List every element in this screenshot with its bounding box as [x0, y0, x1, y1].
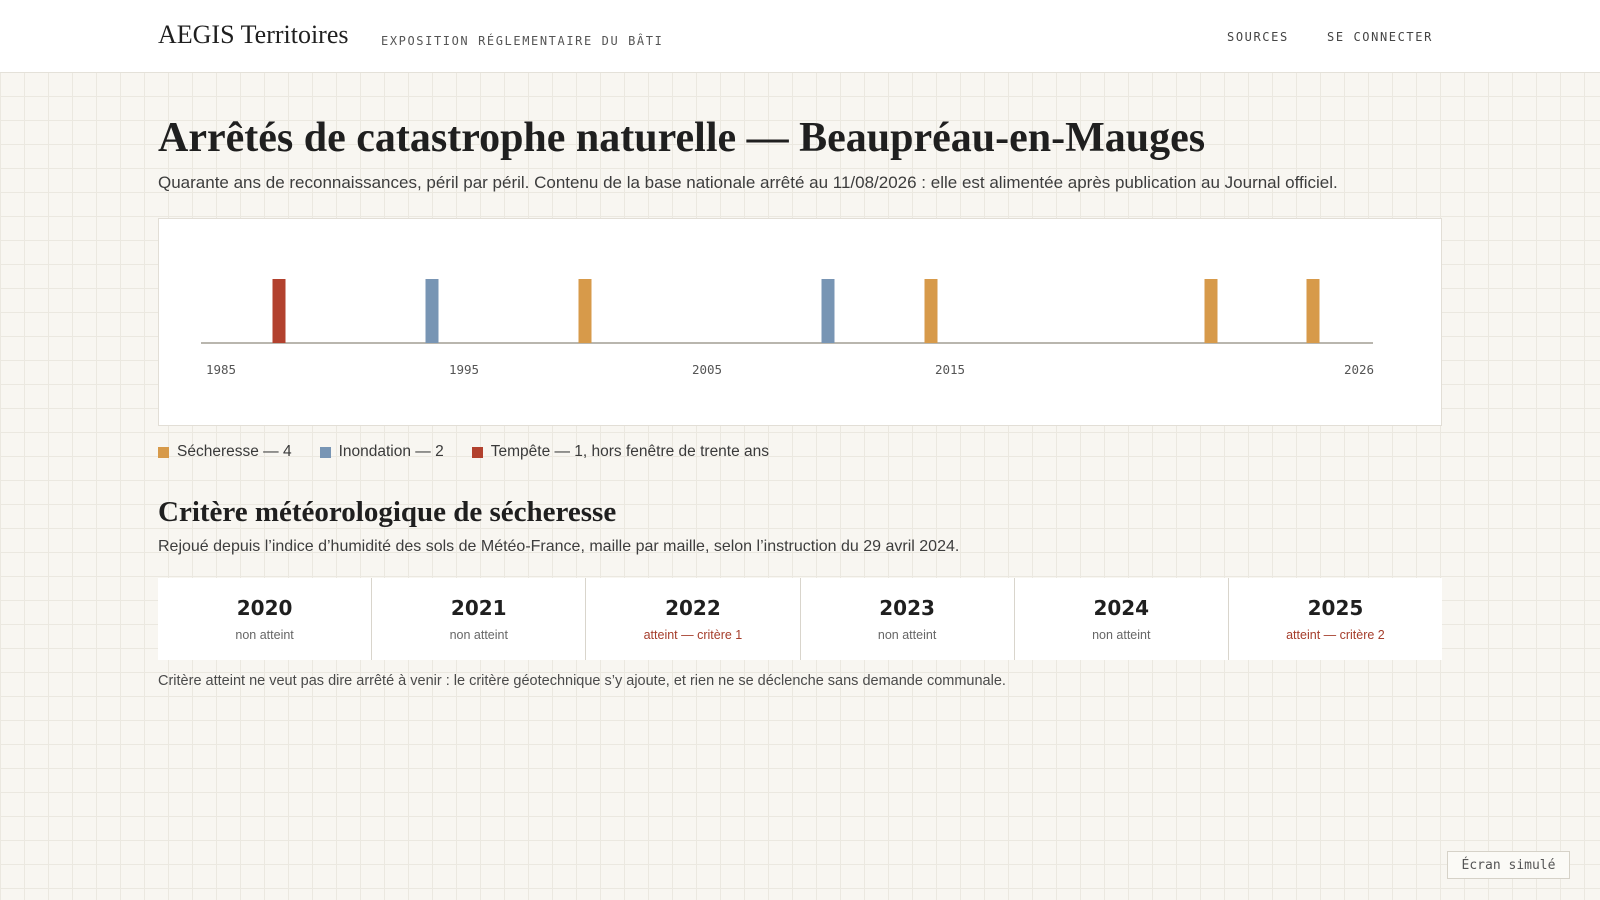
drought-section-subtitle: Rejoué depuis l’indice d’humidité des sols de Météo-France, maille par maille, selon l’instruction du 29 avril 2024. [158, 538, 960, 555]
legend-item-tempete [472, 443, 769, 461]
drought-year-status: atteint — critère 2 [1286, 628, 1385, 642]
page-title: Arrêtés de catastrophe naturelle — Beaupréau-en-Mauges [158, 115, 1206, 161]
drought-year-status: atteint — critère 1 [643, 628, 743, 642]
drought-year-label: 2021 [450, 596, 507, 620]
chart-legend [158, 443, 769, 461]
timeline-bar-secheresse[interactable] [1205, 279, 1218, 343]
timeline-bar-secheresse[interactable] [1307, 279, 1320, 343]
drought-year-cell-2025[interactable] [1229, 578, 1442, 660]
catnat-timeline-chart [158, 218, 1442, 426]
drought-year-cell-2022[interactable] [586, 578, 800, 660]
nav-sources-link[interactable]: SOURCES [1227, 30, 1289, 44]
drought-year-status: non atteint [1092, 628, 1151, 642]
drought-years-strip [158, 578, 1442, 660]
top-bar [0, 0, 1600, 73]
drought-footnote: Critère atteint ne veut pas dire arrêté à venir : le critère géotechnique s’y ajoute, et rien ne se déclenche sans demande communale. [158, 673, 1006, 689]
timeline-tick-label: 2015 [934, 362, 966, 377]
legend-label: Sécheresse — 4 [177, 443, 292, 460]
nav-login-link[interactable]: SE CONNECTER [1327, 30, 1433, 44]
drought-year-label: 2025 [1307, 596, 1364, 620]
simulated-screen-badge: Écran simulé [1447, 851, 1570, 879]
drought-year-label: 2022 [665, 596, 721, 620]
page-subtitle: Quarante ans de reconnaissances, péril par péril. Contenu de la base nationale arrêté au 11/08/2026 : elle est alimentée après publication au Journal officiel. [158, 173, 1338, 192]
timeline-tick-label: 1985 [205, 362, 237, 377]
timeline-bar-secheresse[interactable] [925, 279, 938, 343]
drought-year-cell-2023[interactable] [801, 578, 1015, 660]
timeline-tick-label: 2005 [691, 362, 723, 377]
drought-section-title: Critère météorologique de sécheresse [158, 496, 617, 528]
brand-logo[interactable]: AEGIS Territoires [158, 20, 349, 49]
brand-tagline: EXPOSITION RÉGLEMENTAIRE DU BÂTI [381, 34, 664, 48]
timeline-svg [159, 219, 1443, 427]
drought-year-status: non atteint [449, 628, 508, 642]
drought-year-status: non atteint [877, 628, 937, 642]
timeline-tick-label: 1995 [448, 362, 480, 377]
drought-year-status: non atteint [235, 628, 294, 642]
legend-item-inondation [320, 443, 444, 461]
drought-year-label: 2024 [1093, 596, 1150, 620]
drought-year-label: 2023 [879, 596, 935, 620]
drought-year-cell-2020[interactable] [158, 578, 372, 660]
legend-label: Inondation — 2 [338, 443, 444, 460]
timeline-bar-secheresse[interactable] [579, 279, 592, 343]
timeline-bar-tempete[interactable] [273, 279, 286, 343]
legend-swatch [472, 447, 483, 458]
drought-year-cell-2024[interactable] [1015, 578, 1229, 660]
legend-label: Tempête — 1, hors fenêtre de trente ans [490, 443, 770, 460]
drought-year-cell-2021[interactable] [372, 578, 586, 660]
legend-swatch [320, 447, 331, 458]
legend-item-secheresse [158, 443, 292, 461]
timeline-bar-inondation[interactable] [426, 279, 439, 343]
timeline-bar-inondation[interactable] [822, 279, 835, 343]
drought-year-label: 2020 [236, 596, 293, 620]
timeline-tick-label: 2026 [1343, 362, 1375, 377]
legend-swatch [158, 447, 169, 458]
